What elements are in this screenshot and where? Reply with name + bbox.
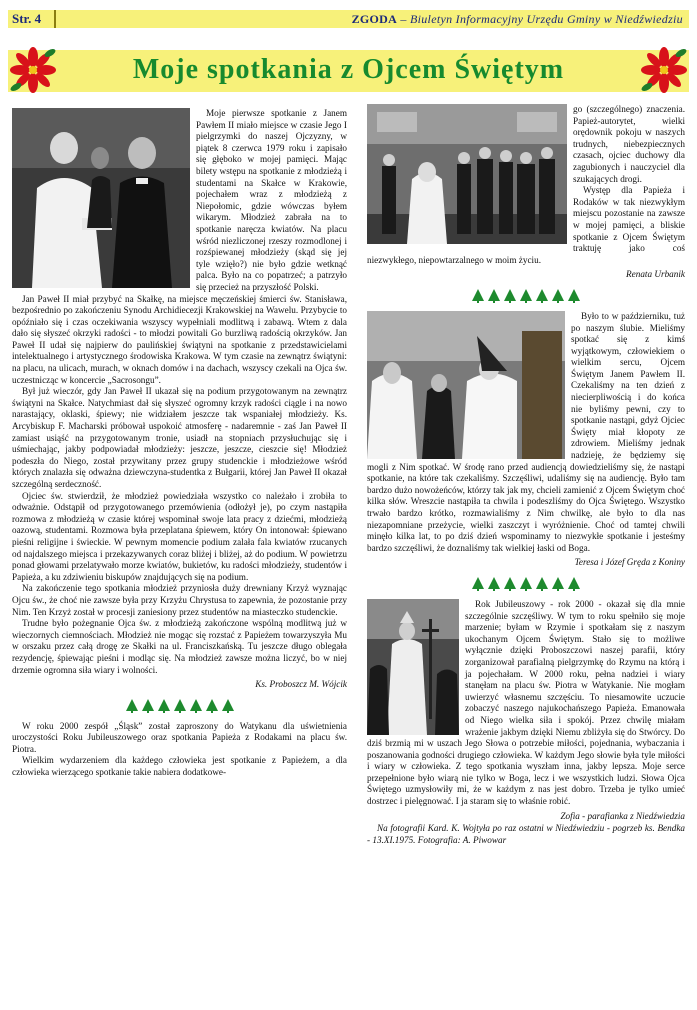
paragraph: Rok Jubileuszowy - rok 2000 - okazał się dla mnie szczególnie szczęśliwy. W tym to roku spełniło się moje marzenie; byłam w Rzymie i spotkałam się z naszym ukochanym Ojcem Świętym. Stało się to możliwe wyłącznie dzięki Proboszczowi naszej parafii, który zorganizował parafialną pielgrzymkę do Rzymu na którą i ja pojechałam. W 2000 roku, pełna nadziei i wiary stanęłam na placu św. Piotra w Watykanie. Nie mogłam uwierzyć własnemu szczęściu. To niesamowite uczucie zobaczyć naszego najukochańszego Papieża. Emanowała od Niego wielka siła i spokój. Przez chwilę miałam wrażenie jakbym dzięki Niemu zbliżyła się do Stwórcy. Do dziś brzmią mi w uszach Jego Słowa o potrzebie miłości, pojednania, wybaczania i poszanowania godności drugiego człowieka. W każdym Jego słowie była tyle miłości i wiary w człowieka. Z tego spotkania wyszłam inna, jakby lepsza. Moje serce przepełnione było wiarą nie tylko w Boga, lecz i we wszystkich ludzi. Słowa Ojca Świętego uzmysłowiły mi, że w każdym z nas jest dobro. Trzeba je tylko umieć dostrzec i pielęgnować. I ja staram się to właśnie robić. bbox=[367, 598, 685, 807]
christmas-tree-icon bbox=[519, 289, 533, 303]
tree-divider bbox=[12, 699, 347, 715]
christmas-tree-icon bbox=[487, 577, 501, 591]
paragraph: Na zakończenie tego spotkania młodzież przyniosła duży drewniany Krzyż wyznając Ojcu św., że choć nie zawsze była przy Krzyżu Chrystusa to zapewnia, że pozostanie przy Nim. Ten Krzyż został w procesji zaniesiony przez studentów na miasteczko studenckie. bbox=[12, 583, 347, 617]
paragraph: Jan Paweł II miał przybyć na Skałkę, na miejsce męczeńskiej śmierci św. Stanisława, bezpośrednio po zakończeniu Synodu Archidiecezji Krakowskiej na Wawelu. Przybycie to opóźniało się i czas oczekiwania wszyscy wypełniali modlitwą i zabawą. Wtem z dala dało się słyszeć okrzyki radości - to młodzi powitali Go burzliwą radością okrzyków. Jan Paweł II udał się najpierw do paulińskiej świątyni na spotkanie z przedstawicielami intelektualnego i artystycznego środowiska Krakowa. W tym czasie na zewnątrz świątyni: na placu, na ulicach, murach, w oknach domów i na dachach, wszyscy czekali na Ojca św. uczestnicząc w koncercie „Sacrosongu”. bbox=[12, 293, 347, 385]
photo-pope-group bbox=[367, 104, 567, 244]
header-title bbox=[352, 12, 683, 27]
paragraph: Trudne było pożegnanie Ojca św. z młodzieżą zakończone wspólną modlitwą już w wieczornych ciemnościach. Młodzież nie mogąc się rozstać z Papieżem towarzyszyła Mu w orszaku przez całą drogę ze Skałki na ul. Franciszkańską. Tu jeszcze długo oblegała rezydencję, śpiewając pieśni i modląc się. Na młodzież zawsze można liczyć, bo w niej drzemie ogromna siła wiary i wolności. bbox=[12, 618, 347, 675]
paragraph: Występ dla Papieża i Rodaków w tak niezwykłym miejscu pozostanie na zawsze w mojej pamięci, a bliskie spotkanie z Ojcem Świętym traktuję jako coś niezwykłego, niepowtarzalnego w moim życiu. bbox=[367, 185, 685, 265]
signature: Renata Urbanik bbox=[626, 269, 685, 280]
christmas-tree-icon bbox=[173, 699, 187, 713]
christmas-tree-icon bbox=[535, 577, 549, 591]
christmas-tree-icon bbox=[487, 289, 501, 303]
paper-subtitle: – Biuletyn Informacyjny Urzędu Gminy w Niedźwiedziu bbox=[397, 12, 683, 26]
tree-divider bbox=[367, 577, 685, 593]
christmas-tree-icon bbox=[141, 699, 155, 713]
christmas-tree-icon bbox=[503, 577, 517, 591]
poinsettia-icon bbox=[641, 47, 687, 93]
paragraph: Ojciec św. stwierdził, że młodzież powiedziała wszystko co należało i zrobiła to odważnie. Odstąpił od przygotowanego przemówienia (odłożył je), po czym nastąpiła rozmowa z młodzieżą w czasie której wspominał swoje lata pracy z dziećmi, młodzieżą oazową, studentami. Rozmowa była przeplatana śpiewem, który On intonował: śpiewano pieśni religijne i świeckie. W pewnym momencie podium zalała fala kwiatów rzucanych od najdalszego miejsca i przekazywanych coraz bliżej i bliżej, aż do podium. W powietrzu ponad głowami przelatywało morze kwiatów, bukietów, ku radości młodzieży, studentów i Papieża, a ku zdziwieniu biskupów znajdujących się na podium. bbox=[12, 490, 347, 582]
christmas-tree-icon bbox=[221, 699, 235, 713]
signature: Zofia - parafianka z Niedźwiedzia bbox=[560, 810, 685, 821]
page-title: Moje spotkania z Ojcem Świętym bbox=[132, 54, 565, 85]
christmas-tree-icon bbox=[551, 577, 565, 591]
christmas-tree-icon bbox=[471, 577, 485, 591]
christmas-tree-icon bbox=[205, 699, 219, 713]
signature: Teresa i Józef Gręda z Koniny bbox=[574, 557, 685, 568]
christmas-tree-icon bbox=[519, 577, 533, 591]
christmas-tree-icon bbox=[567, 289, 581, 303]
paragraph: W roku 2000 zespół „Śląsk” został zaproszony do Watykanu dla uświetnienia uroczystości Roku Jubileuszowego oraz spotkania Papieża z Rodakami na placu św. Piotra. bbox=[12, 720, 347, 754]
christmas-tree-icon bbox=[567, 577, 581, 591]
christmas-tree-icon bbox=[125, 699, 139, 713]
paragraph: Wielkim wydarzeniem dla każdego człowieka jest spotkanie z Papieżem, a dla człowieka wierzącego spotkanie takie nabiera dodatkowe- bbox=[12, 755, 347, 778]
christmas-tree-icon bbox=[157, 699, 171, 713]
christmas-tree-icon bbox=[503, 289, 517, 303]
right-column bbox=[367, 104, 685, 846]
christmas-tree-icon bbox=[535, 289, 549, 303]
paper-name: ZGODA bbox=[351, 12, 398, 26]
signature: Ks. Proboszcz M. Wójcik bbox=[255, 679, 347, 690]
header-separator bbox=[54, 10, 56, 28]
photo-cardinal-funeral bbox=[367, 599, 459, 735]
photo-caption: Na fotografii Kard. K. Wojtyła po raz ostatni w Niedźwiedziu - pogrzeb ks. Bendka - 13.XI.1975. Fotografia: A. Piwowar bbox=[367, 823, 685, 845]
christmas-tree-icon bbox=[551, 289, 565, 303]
christmas-tree-icon bbox=[189, 699, 203, 713]
header-bar bbox=[8, 10, 689, 28]
photo-pope-priest bbox=[12, 108, 190, 288]
tree-divider bbox=[367, 289, 685, 305]
photo-pope-couple bbox=[367, 311, 565, 459]
left-column bbox=[12, 108, 347, 779]
page-number: Str. 4 bbox=[12, 11, 42, 26]
paragraph: Było to w październiku, tuż po naszym ślubie. Mieliśmy spotkać się z kimś wyjątkowym, człowiekiem o wielkim sercu, Ojcem Świętym Janem Pawłem II. Czekaliśmy na ten dzień z niecierpliwością i do końca nie byliśmy pewni, czy to spotkanie nastąpi, gdyż Ojciec Święty miał kłopoty ze zdrowiem. Mieliśmy jednak nadzieję, że będziemy się mogli z Nim spotkać. W środę rano przed audiencją dowiedzieliśmy się, że nastąpi spotkanie, na które tak czekaliśmy. Szczęśliwi, udaliśmy się na audiencję. Było tam bardzo dużo nowożeńców, którzy tak jak my, chcieli zamienić z Ojcem Świętym choć kilka słów. Wreszcie nastąpiła ta chwila i podeszliśmy do Ojca Świętego. Wszystko trwało bardzo krótko, rozmawialiśmy z Nim chwilkę, ale było to dla nas niezapomniane przeżycie, wielki zaszczyt i wyróżnienie. Choć od tamtej chwili minęło kilka lat, to po dziś dzień wspominamy to niezwykłe spotkanie i jesteśmy bardzo szczęśliwi, że doznaliśmy tak wielkiej łaski od Boga. bbox=[367, 310, 685, 553]
paragraph: Był już wieczór, gdy Jan Paweł II ukazał się na podium przygotowanym na zewnątrz świątyni na Skałce. Natychmiast dał się słyszeć ogromny krzyk radości ciągle i na nowo narastający, oklaski, śpiewy; nie widziałem jeszcze tak wspaniałej młodzieży. Ks. Arcybiskup F. Macharski próbował uspokoić atmosferę - nadaremnie - zaś Jan Paweł II zamiast usiąść na przygotowanym tronie, usiadł na stopniach przysłuchując się i uśmiechając, jakby podpowiadał młodzieży: jeszcze, jeszcze, cieszcie się! Młodzież podeszła do Niego, został przywitany przez grupy studenckie i młodzieżowe wśród których znalazła się odważna dziewczyna-studentka z Bułgarii, której Jan Paweł II okazał szczególną serdeczność. bbox=[12, 386, 347, 489]
paragraph: Moje pierwsze spotkanie z Janem Pawłem II miało miejsce w czasie Jego I pielgrzymki do naszej Ojczyzny, w piątek 8 czerwca 1979 roku i zapisało się głęboko w mojej pamięci. Mając bilety wstępu na spotkanie z młodzieżą i studentami na Skałce w Krakowie, pojechałem wraz z młodzieżą z Niepołomic, gdzie wówczas byłem wikarym. Młodzież zabrała na to spotkanie naręcza kwiatów. Na placu wśród niezliczonej rzeszy rozmodlonej i rozśpiewanej młodzieży (skąd się jej tyle wzięło?) nie było gdzie wetknąć palca. Było na co popatrzeć; a patrzyło się przecież na przyszłość Polski. bbox=[196, 108, 347, 292]
title-band bbox=[8, 50, 689, 92]
christmas-tree-icon bbox=[471, 289, 485, 303]
paragraph: go (szczególnego) znaczenia. Papież-autorytet, wielki orędownik pokoju w naszych trudnych, niebezpiecznych czasach, ojciec duchowy dla zagubionych i nauczyciel dla szukających drogi. bbox=[573, 104, 685, 184]
